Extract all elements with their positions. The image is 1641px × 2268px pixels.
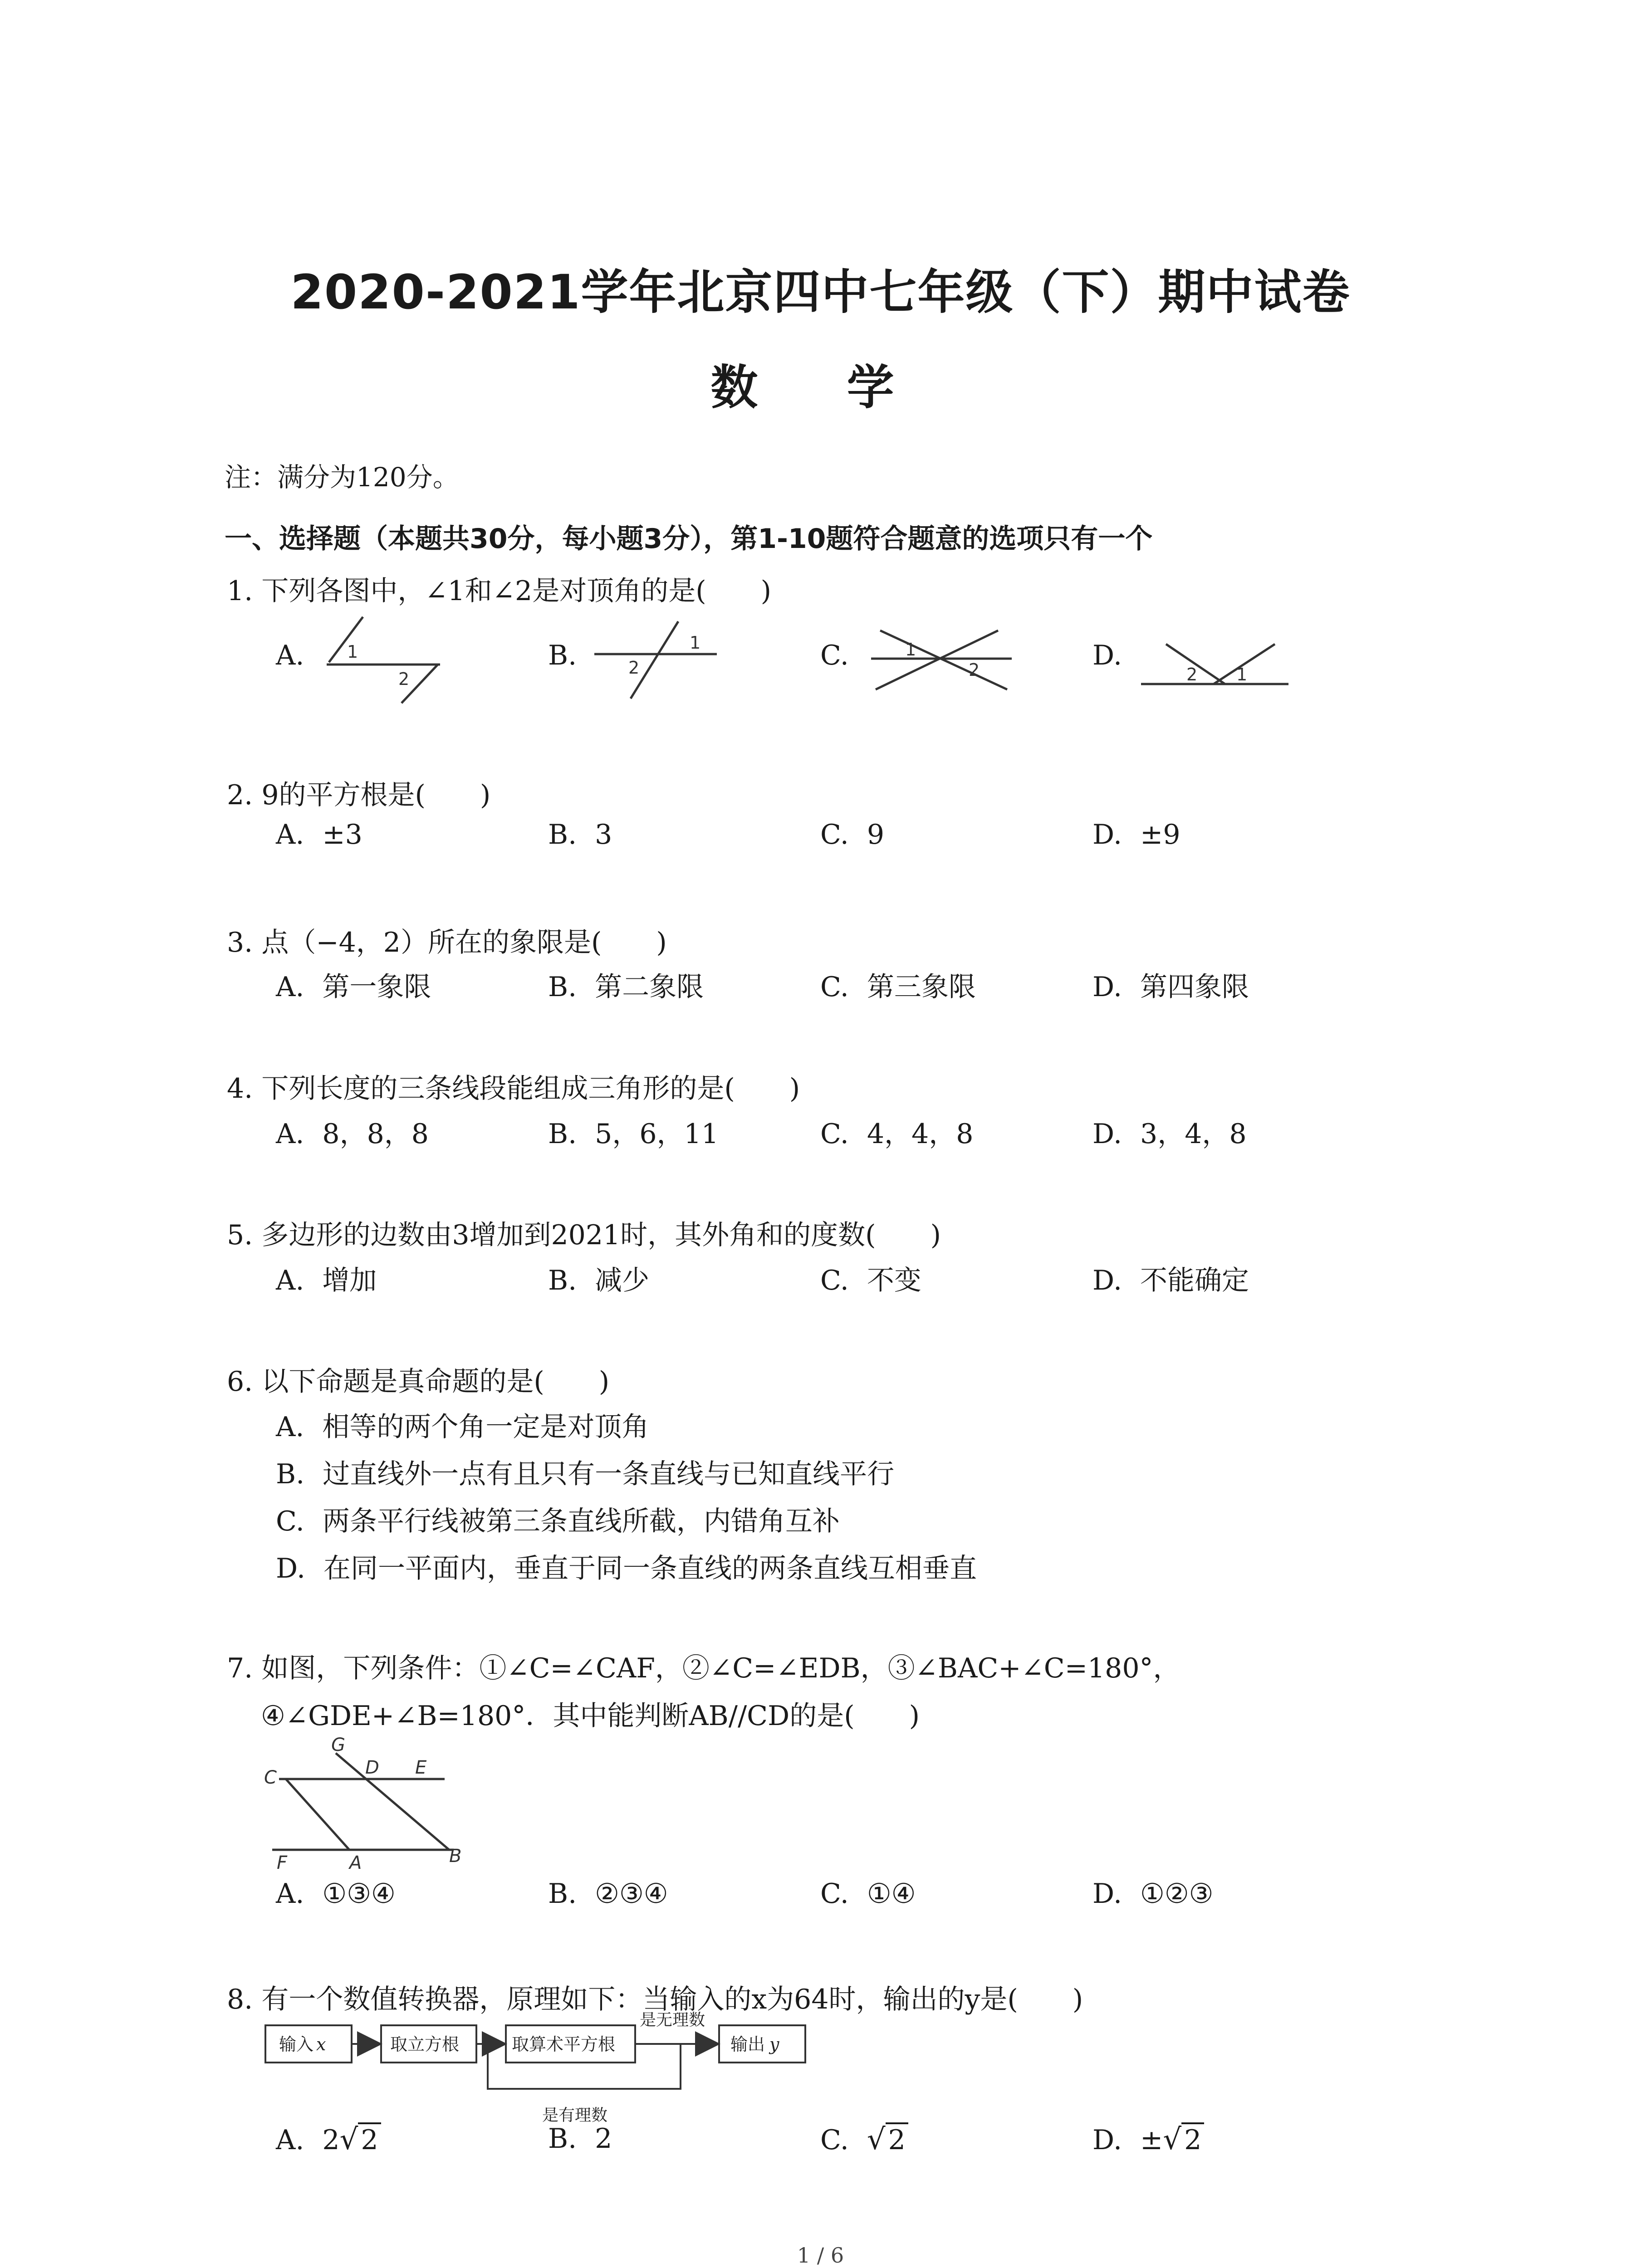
q7-figure: [259, 1728, 472, 1878]
q3-option-c: C. 第三象限: [820, 971, 976, 1003]
question-7-stem-line1: 7. 如图，下列条件：①∠C=∠CAF，②∠C=∠EDB，③∠BAC+∠C=180°，: [227, 1652, 1181, 1684]
q6-option-d: D. 在同一平面内，垂直于同一条直线的两条直线互相垂直: [276, 1553, 977, 1584]
q4-option-b: B. 5，6，11: [548, 1118, 719, 1150]
exam-note: 注：满分为120分。: [225, 462, 459, 493]
q7-label-d: D: [365, 1757, 379, 1778]
flow-irrational-label: 是无理数: [640, 2011, 705, 2029]
question-2-stem: 2. 9的平方根是( ): [227, 779, 491, 811]
q8-option-b: B. 2: [548, 2123, 612, 2155]
q3-option-b: B. 第二象限: [548, 971, 704, 1003]
q2-option-c: C. 9: [820, 819, 885, 850]
question-5-stem: 5. 多边形的边数由3增加到2021时，其外角和的度数( ): [227, 1219, 941, 1251]
q8-flow-diagram: [259, 2009, 826, 2132]
q8-option-d: D. ±√ 2: [1092, 2123, 1204, 2156]
q1-option-c-label: C.: [820, 640, 849, 671]
q1-figure-d: [1134, 635, 1298, 699]
page-title: 2020-2021学年北京四中七年级（下）期中试卷: [290, 264, 1351, 320]
q5-option-d: D. 不能确定: [1092, 1265, 1249, 1296]
q1d-angle-2-label: 2: [1186, 665, 1198, 684]
q3-option-d: D. 第四象限: [1092, 971, 1249, 1003]
q7-option-a: A. ①③④: [276, 1878, 396, 1910]
q1-option-b-label: B.: [548, 640, 577, 671]
q1b-angle-2-label: 2: [628, 658, 640, 678]
q7-option-b: B. ②③④: [548, 1878, 668, 1910]
q2-option-b: B. 3: [548, 819, 612, 850]
q1c-angle-1-label: 1: [905, 640, 916, 660]
svg-text:取算术平方根: 取算术平方根: [512, 2034, 616, 2054]
q8-option-c: C. √ 2: [820, 2123, 908, 2156]
q2-option-a: A. ±3: [276, 819, 362, 850]
q4-option-d: D. 3，4，8: [1092, 1118, 1247, 1150]
question-3-stem: 3. 点（−4，2）所在的象限是( ): [227, 927, 667, 958]
question-1-stem: 1. 下列各图中，∠1和∠2是对顶角的是( ): [227, 575, 772, 607]
q1c-angle-2-label: 2: [969, 660, 980, 680]
q1b-angle-1-label: 1: [690, 633, 701, 653]
q4-option-a: A. 8，8，8: [276, 1118, 429, 1150]
q1-figure-b: [590, 617, 726, 717]
q7-label-b: B: [449, 1846, 462, 1867]
question-6-stem: 6. 以下命题是真命题的是( ): [227, 1366, 610, 1398]
q1-option-a-label: A.: [276, 640, 304, 671]
q1d-angle-1-label: 1: [1236, 665, 1248, 684]
q1a-angle-2-label: 2: [398, 669, 410, 689]
q1-figure-a: [318, 612, 445, 717]
svg-text:输入x: 输入 x: [279, 2034, 326, 2054]
svg-text:输出y: 输出 y: [730, 2034, 779, 2054]
q4-option-c: C. 4，4，8: [820, 1118, 974, 1150]
q5-option-c: C. 不变: [820, 1265, 921, 1296]
q5-option-a: A. 增加: [276, 1265, 377, 1296]
q1a-angle-1-label: 1: [347, 642, 358, 662]
section-heading: 一、选择题（本题共30分，每小题3分），第1-10题符合题意的选项只有一个: [225, 523, 1153, 555]
q2-option-d: D. ±9: [1092, 819, 1181, 850]
subject-title: 数 学: [710, 360, 931, 415]
question-8-stem: 8. 有一个数值转换器，原理如下：当输入的x为64时，输出的y是( ): [227, 1984, 1083, 2015]
q7-label-c: C: [264, 1767, 277, 1788]
flow-rational-label: 是有理数: [542, 2106, 608, 2125]
q6-option-c: C. 两条平行线被第三条直线所截，内错角互补: [276, 1505, 840, 1537]
q8-option-a: A. 2√ 2: [276, 2123, 381, 2156]
question-7-stem-line2: ④∠GDE+∠B=180°．其中能判断AB//CD的是( ): [261, 1700, 920, 1732]
q1-option-d-label: D.: [1092, 640, 1122, 671]
q5-option-b: B. 减少: [548, 1265, 650, 1296]
q7-label-g: G: [331, 1735, 345, 1755]
q7-label-a: A: [349, 1853, 362, 1873]
q7-label-e: E: [415, 1757, 427, 1778]
page-number: 1 / 6: [797, 2243, 844, 2268]
q7-option-c: C. ①④: [820, 1878, 916, 1910]
svg-text:取立方根: 取立方根: [390, 2034, 460, 2054]
q3-option-a: A. 第一象限: [276, 971, 431, 1003]
q6-option-a: A. 相等的两个角一定是对顶角: [276, 1411, 649, 1443]
q1-figure-c: [862, 621, 1016, 712]
q7-option-d: D. ①②③: [1092, 1878, 1214, 1910]
question-4-stem: 4. 下列长度的三条线段能组成三角形的是( ): [227, 1073, 800, 1105]
q7-label-f: F: [277, 1853, 288, 1873]
q6-option-b: B. 过直线外一点有且只有一条直线与已知直线平行: [276, 1458, 895, 1490]
